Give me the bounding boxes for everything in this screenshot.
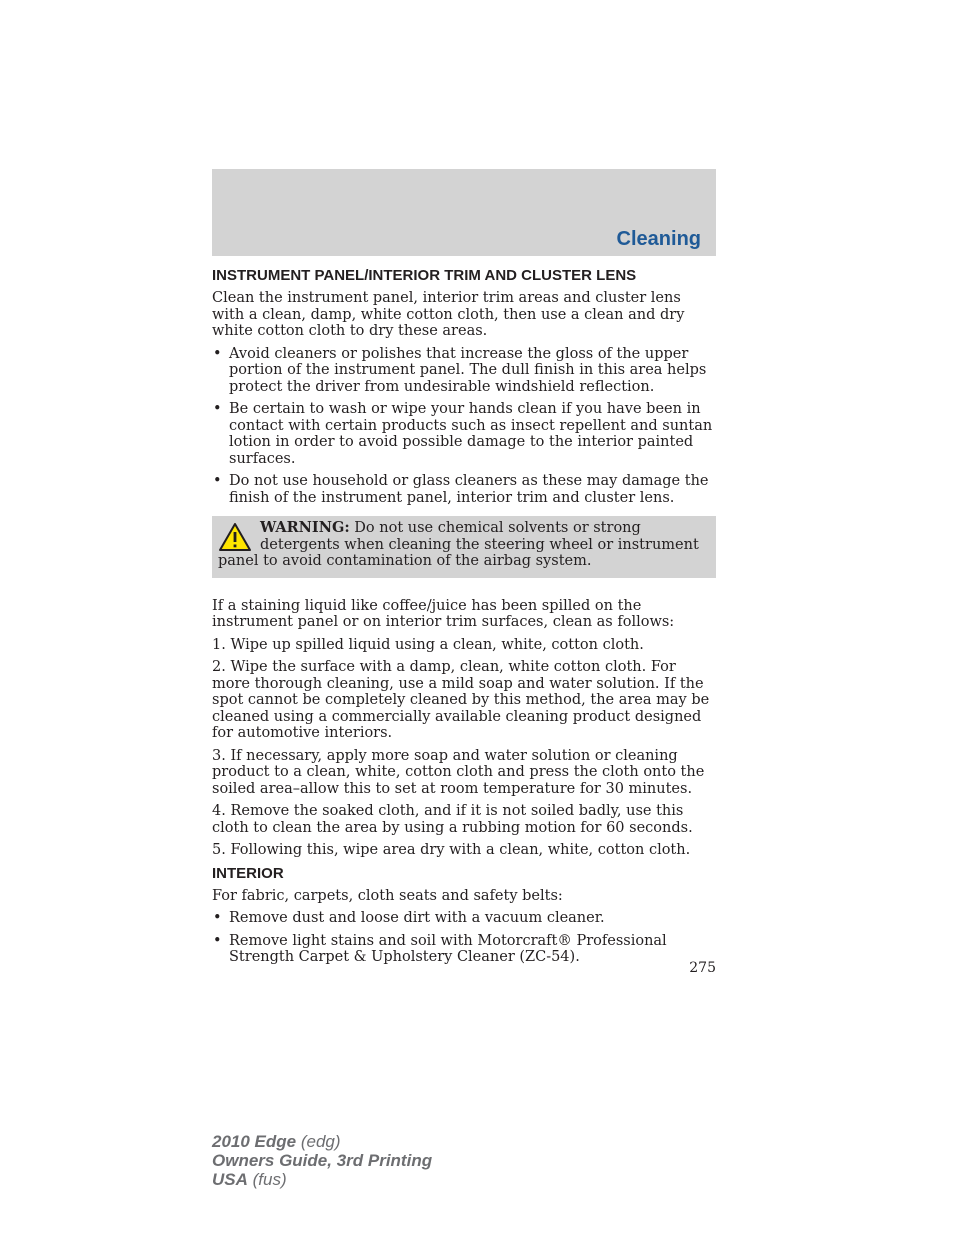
list-item	[212, 346, 716, 396]
footer-imprint	[212, 1132, 432, 1189]
step-3: 3. If necessary, apply more soap and water solution or cleaning product to a clean, white, cotton cloth and press the cloth onto the soiled area–allow this to set at room temperature for 30 minutes.	[212, 747, 705, 797]
footer-line-model	[212, 1132, 432, 1151]
bullet-list-interior	[212, 910, 716, 966]
page-content	[212, 267, 716, 972]
heading-interior: INTERIOR	[212, 864, 284, 882]
warning-text: Do not use chemical solvents or strong detergents when cleaning the steering wheel or instrument panel to avoid contamination of the airbag system.	[218, 520, 699, 569]
footer-model: 2010 Edge	[212, 1132, 297, 1151]
section-header-band	[212, 169, 716, 256]
paragraph-interior-intro: For fabric, carpets, cloth seats and safety belts:	[212, 887, 563, 904]
bullet-list-instrument-panel	[212, 346, 716, 507]
bullet-icon: •	[213, 932, 222, 949]
footer-model-code: (edg)	[296, 1132, 341, 1151]
bullet-icon: •	[213, 401, 222, 417]
heading-instrument-panel: INSTRUMENT PANEL/INTERIOR TRIM AND CLUSTER LENS	[212, 267, 637, 284]
paragraph-intro: Clean the instrument panel, interior trim areas and cluster lens with a clean, damp, white cotton cloth, then use a clean and dry white cotton cloth to dry these areas.	[212, 290, 685, 339]
step-2: 2. Wipe the surface with a damp, clean, white cotton cloth. For more thorough cleaning, use a mild soap and water solution. If the spot cannot be completely cleaned by this method, the area may be cleaned using a commercially available cleaning product designed for automotive interiors.	[212, 659, 710, 741]
footer-line-market	[212, 1170, 432, 1189]
step-5: 5. Following this, wipe area dry with a clean, white, cotton cloth.	[212, 842, 691, 858]
bullet-icon: •	[213, 910, 222, 926]
list-item	[212, 910, 716, 927]
list-item-text: Be certain to wash or wipe your hands clean if you have been in contact with certain products such as insect repellent and suntan lotion in order to avoid possible damage to the interior painted surfaces.	[229, 401, 713, 467]
step-4: 4. Remove the soaked cloth, and if it is not soiled badly, use this cloth to clean the area by using a rubbing motion for 60 seconds.	[212, 803, 693, 836]
warning-label: WARNING:	[260, 519, 350, 536]
list-item-text: Remove light stains and soil with Motorcraft® Professional Strength Carpet & Upholstery Cleaner (ZC-54).	[229, 932, 667, 965]
footer-market: USA	[212, 1170, 248, 1189]
list-item	[212, 473, 716, 506]
bullet-icon: •	[213, 345, 222, 362]
bullet-icon: •	[213, 473, 222, 489]
section-title: Cleaning	[616, 228, 701, 250]
footer-edition: Owners Guide, 3rd Printing	[212, 1151, 433, 1170]
warning-box	[212, 516, 716, 578]
paragraph-stain-intro: If a staining liquid like coffee/juice has been spilled on the instrument panel or on interior trim surfaces, clean as follows:	[212, 597, 675, 630]
list-item-text: Avoid cleaners or polishes that increase the gloss of the upper portion of the instrument panel. The dull finish in this area helps protect the driver from undesirable windshield reflection.	[229, 345, 707, 395]
list-item	[212, 401, 716, 467]
warning-triangle-icon	[218, 522, 252, 552]
list-item-text: Do not use household or glass cleaners as these may damage the finish of the instrument panel, interior trim and cluster lens.	[229, 473, 709, 506]
step-1: 1. Wipe up spilled liquid using a clean, white, cotton cloth.	[212, 636, 644, 653]
page-number: 275	[689, 960, 716, 976]
footer-market-code: (fus)	[247, 1170, 287, 1189]
list-item-text: Remove dust and loose dirt with a vacuum cleaner.	[229, 910, 605, 926]
